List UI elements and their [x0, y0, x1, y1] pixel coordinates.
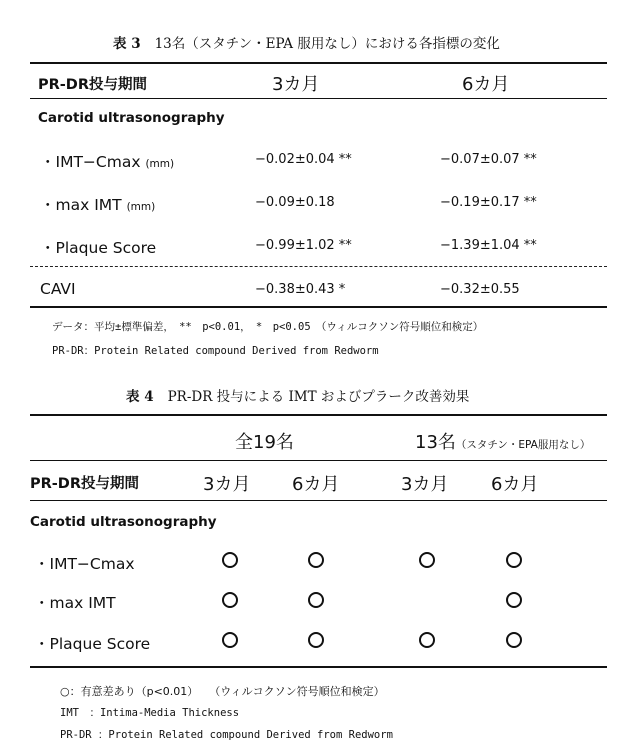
table3-cavi-6months: −0.32±0.55	[440, 282, 520, 297]
table4-caption-number: 表 4	[126, 389, 154, 405]
table3-row-unit: (mm)	[145, 158, 175, 170]
table4-header-col: 3カ月	[401, 474, 449, 495]
table3-bottom-rule	[30, 306, 607, 308]
table3-caption-number: 表 3	[113, 36, 141, 52]
table3-cell-6months: −0.19±0.17 **	[440, 195, 537, 210]
table3-dashed-divider	[30, 266, 607, 267]
table3-cell-6months: −0.07±0.07 **	[440, 152, 537, 167]
table4-header-col: 6カ月	[491, 474, 539, 495]
table4-caption	[126, 385, 469, 405]
table3-row-label	[40, 236, 156, 258]
table4-group-13-main: 13名	[415, 432, 456, 453]
table4-group-rule	[30, 460, 607, 461]
table3-cavi-3months: −0.38±0.43 *	[255, 282, 346, 297]
table4-header-col: 3カ月	[203, 474, 251, 495]
table3-top-rule	[30, 62, 607, 64]
table4-section-label: Carotid ultrasonography	[30, 514, 217, 530]
table3-header-rule	[30, 98, 607, 99]
significance-circle-icon	[222, 552, 238, 568]
table3-caption	[113, 32, 500, 52]
significance-circle-icon	[419, 632, 435, 648]
significance-circle-icon	[506, 592, 522, 608]
table3-note-stats: データ：平均±標準偏差， ** p<0.01， * p<0.05 （ウィルコクソン符号順位和検定）	[52, 321, 484, 333]
table3-row-unit: (mm)	[126, 201, 156, 213]
significance-circle-icon	[308, 592, 324, 608]
table3-row-label-text: ・Plaque Score	[40, 239, 157, 257]
table4-legend: ○：有意差あり（p<0.01） （ウィルコクソン符号順位和検定）	[60, 685, 385, 698]
table4-header-rule	[30, 500, 607, 501]
table3-row-label-text: ・IMT−Cmax	[40, 153, 141, 171]
table3-header-label: PR-DR投与期間	[38, 77, 148, 93]
table4-row-label: ・IMT−Cmax	[34, 555, 135, 573]
table3-note-prdr: PR-DR：Protein Related compound Derived from Redworm	[52, 345, 379, 357]
table3-header-6months: 6カ月	[462, 74, 510, 95]
table4-row-label: ・max IMT	[34, 594, 116, 612]
table4-group-13-sub: （スタチン・EPA服用なし）	[455, 439, 591, 451]
table3-caption-text: 13名（スタチン・EPA 服用なし）における各指標の変化	[154, 36, 500, 52]
table4-group-13	[415, 428, 590, 454]
significance-circle-icon	[419, 552, 435, 568]
table4-caption-text: PR-DR 投与による IMT およびプラーク改善効果	[167, 389, 470, 405]
significance-circle-icon	[222, 632, 238, 648]
table3-row-label-text: ・max IMT	[40, 196, 122, 214]
table3-row-label	[40, 193, 155, 215]
significance-circle-icon	[308, 552, 324, 568]
table4-top-rule	[30, 414, 607, 416]
significance-circle-icon	[506, 552, 522, 568]
table3-cell-3months: −0.02±0.04 **	[255, 152, 352, 167]
significance-circle-icon	[308, 632, 324, 648]
table4-bottom-rule	[30, 666, 607, 668]
table4-group-all: 全19名	[235, 432, 294, 453]
significance-circle-icon	[222, 592, 238, 608]
table3-header-3months: 3カ月	[272, 74, 320, 95]
table3-cell-6months: −1.39±1.04 **	[440, 238, 537, 253]
significance-circle-icon	[506, 632, 522, 648]
table3-section-label: Carotid ultrasonography	[38, 110, 225, 126]
table4-header-col: 6カ月	[292, 474, 340, 495]
table3-row-label	[40, 150, 174, 172]
table4-header-label: PR-DR投与期間	[30, 476, 140, 492]
table3-cell-3months: −0.09±0.18	[255, 195, 335, 210]
table3-cell-3months: −0.99±1.02 **	[255, 238, 352, 253]
table4-note-prdr: PR-DR ：Protein Related compound Derived from Redworm	[60, 729, 393, 741]
table4-note-imt: IMT ：Intima-Media Thickness	[60, 707, 240, 719]
table3-cavi-label: CAVI	[40, 280, 76, 298]
table4-row-label: ・Plaque Score	[34, 635, 151, 653]
